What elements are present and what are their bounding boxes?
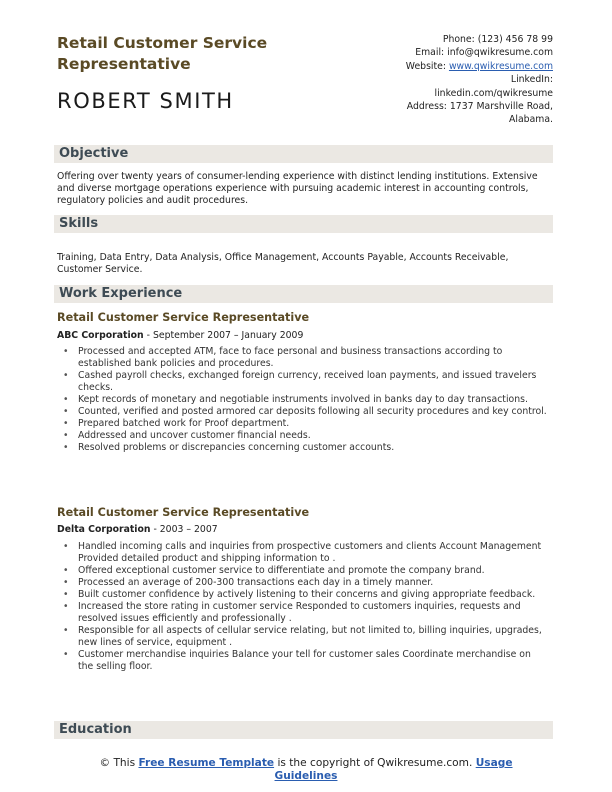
list-item: • Responsible for all aspects of cellular service relating, but not limited to, billing inquiries, upgrades, new lines of service, equipment . — [57, 625, 549, 649]
work-experience-heading: Work Experience — [59, 286, 183, 301]
list-item: • Increased the store rating in customer service Responded to customers inquiries, requests and resolved issues efficiently and professionally . — [57, 601, 549, 625]
address-line-1: Address: 1737 Marshville Road, — [406, 101, 553, 113]
objective-section-header — [54, 145, 553, 163]
website — [343, 60, 553, 73]
list-item: • Handled incoming calls and inquiries from prospective customers and clients Account Management Provided detailed product and shipping information to . — [57, 541, 549, 565]
list-item: • Customer merchandise inquiries Balance your tell for customer sales Coordinate merchandise on the selling floor. — [57, 649, 549, 673]
linkedin-label: LinkedIn: — [510, 74, 553, 86]
job-1-company: ABC Corporation — [57, 330, 144, 341]
resume-header — [57, 33, 553, 126]
list-item: • Counted, verified and posted armored car deposits following all security procedures and key control. — [57, 406, 549, 418]
job-2-bullets — [57, 541, 549, 673]
skills-heading: Skills — [59, 216, 99, 231]
footer-prefix: © This — [99, 757, 139, 769]
list-item: • Prepared batched work for Proof department. — [57, 418, 549, 430]
job-1-company-line — [57, 330, 303, 341]
usage-guidelines-link-continued[interactable]: Guidelines — [274, 770, 338, 782]
work-experience-section-header — [54, 285, 553, 303]
website-label: Website: — [405, 60, 449, 72]
footer-line-1 — [0, 757, 612, 770]
list-item: • Cashed payroll checks, exchanged foreign currency, received loan payments, and issued travelers checks. — [57, 370, 549, 394]
footer-middle: is the copyright of Qwikresume.com. — [274, 757, 476, 769]
candidate-name: ROBERT SMITH — [57, 89, 234, 113]
job-2-company-line — [57, 524, 218, 535]
email: Email: info@qwikresume.com — [415, 47, 553, 59]
objective-heading: Objective — [59, 146, 129, 161]
skills-text: Training, Data Entry, Data Analysis, Office Management, Accounts Payable, Accounts Receivable, Customer Service. — [57, 252, 509, 275]
usage-guidelines-link[interactable]: Usage — [475, 757, 513, 769]
footer-line-2 — [0, 770, 612, 783]
list-item: • Offered exceptional customer service to differentiate and promote the company brand. — [57, 565, 549, 577]
education-heading: Education — [59, 722, 132, 737]
copyright-footer — [0, 757, 612, 783]
job-1-dates: - September 2007 – January 2009 — [143, 330, 304, 341]
list-item: • Kept records of monetary and negotiable instruments involved in banks day to day transactions. — [57, 394, 549, 406]
list-item: • Resolved problems or discrepancies concerning customer accounts. — [57, 442, 549, 454]
job-1-title: Retail Customer Service Representative — [57, 311, 310, 324]
job-2-title: Retail Customer Service Representative — [57, 506, 310, 519]
education-section-header — [54, 721, 553, 739]
list-item: • Built customer confidence by actively listening to their concerns and giving appropriate feedback. — [57, 589, 549, 601]
list-item: • Addressed and uncover customer financial needs. — [57, 430, 549, 442]
contact-info — [343, 33, 553, 127]
objective-text: Offering over twenty years of consumer-lending experience with distinct lending institutions. Extensive and diverse mortgage operations experience with pursuing academic interest in accounting controls, regulatory policies and audit procedures. — [57, 171, 538, 206]
website-link[interactable]: www.qwikresume.com — [448, 60, 553, 72]
skills-section-header — [54, 215, 553, 233]
job-1-bullets — [57, 346, 549, 454]
job-2-company: Delta Corporation — [57, 524, 151, 535]
phone: Phone: (123) 456 78 99 — [442, 34, 553, 45]
list-item: • Processed and accepted ATM, face to face personal and business transactions according to established bank policies and procedures. — [57, 346, 549, 370]
job-2-dates: - 2003 – 2007 — [150, 524, 218, 535]
address-line-2: Alabama. — [509, 114, 553, 126]
free-resume-template-link[interactable]: Free Resume Template — [138, 757, 275, 769]
linkedin-value: linkedin.com/qwikresume — [434, 87, 553, 99]
job-title: Retail Customer Service Representative — [57, 34, 268, 73]
list-item: • Processed an average of 200-300 transactions each day in a timely manner. — [57, 577, 549, 589]
